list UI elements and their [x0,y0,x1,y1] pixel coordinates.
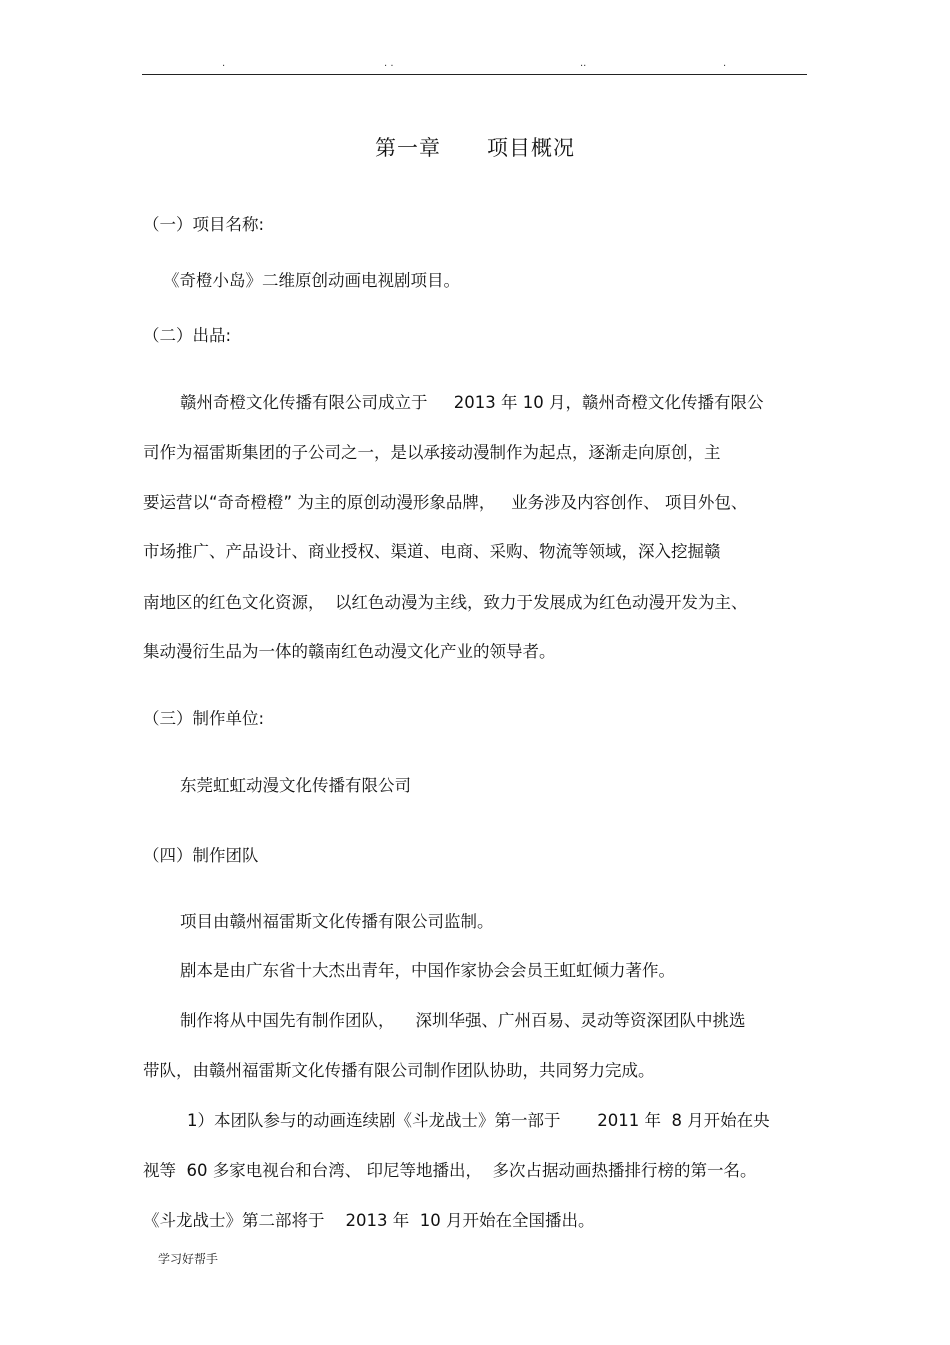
footer-label: 学习好帮手 [158,1252,219,1266]
paragraph-producer-line-4: 市场推广、产品设计、商业授权、渠道、电商、采购、物流等领域，深入挖掘赣 [143,542,721,561]
section-heading-production-unit: （三）制作单位: [143,709,265,728]
header-dot-1: . [222,58,226,69]
paragraph-producer-line-5: 南地区的红色文化资源， 以红色动漫为主线，致力于发展成为红色动漫开发为主、 [143,593,748,612]
header-dot-2: . . [384,58,394,69]
paragraph-team-production-line-1: 制作将从中国先有制作团队， 深圳华强、广州百易、灵动等资深团队中挑选 [180,1011,746,1030]
header-dot-4: . [723,58,727,69]
paragraph-experience-line-1: 1）本团队参与的动画连续剧《斗龙战士》第一部于 2011 年 8 月开始在央 [187,1111,770,1130]
header-dot-3: .. [580,58,587,69]
section-heading-producer: （二）出品: [143,326,232,345]
paragraph-project-name: 《奇橙小岛》二维原创动画电视剧项目。 [163,271,460,290]
section-heading-production-team: （四）制作团队 [143,846,259,865]
paragraph-team-supervision: 项目由赣州福雷斯文化传播有限公司监制。 [180,912,494,931]
paragraph-producer-line-1: 赣州奇橙文化传播有限公司成立于 2013 年 10 月，赣州奇橙文化传播有限公 [180,393,764,412]
paragraph-producer-line-3: 要运营以“奇奇橙橙” 为主的原创动漫形象品牌， 业务涉及内容创作、 项目外包、 [143,493,748,512]
paragraph-experience-line-2: 视等 60 多家电视台和台湾、 印尼等地播出， 多次占据动画热播排行榜的第一名。 [143,1161,757,1180]
paragraph-team-production-line-2: 带队，由赣州福雷斯文化传播有限公司制作团队协助，共同努力完成。 [143,1061,655,1080]
paragraph-producer-line-2: 司作为福雷斯集团的子公司之一，是以承接动漫制作为起点，逐渐走向原创，主 [143,443,721,462]
chapter-title: 第一章 项目概况 [374,136,576,160]
paragraph-team-script: 剧本是由广东省十大杰出青年，中国作家协会会员王虹虹倾力著作。 [180,961,675,980]
paragraph-production-unit: 东莞虹虹动漫文化传播有限公司 [180,776,411,795]
paragraph-experience-line-3: 《斗龙战士》第二部将于 2013 年 10 月开始在全国播出。 [143,1211,595,1230]
paragraph-producer-line-6: 集动漫衍生品为一体的赣南红色动漫文化产业的领导者。 [143,642,556,661]
header-dots [143,58,807,74]
header-rule [142,74,807,75]
section-heading-project-name: （一）项目名称: [143,215,265,234]
